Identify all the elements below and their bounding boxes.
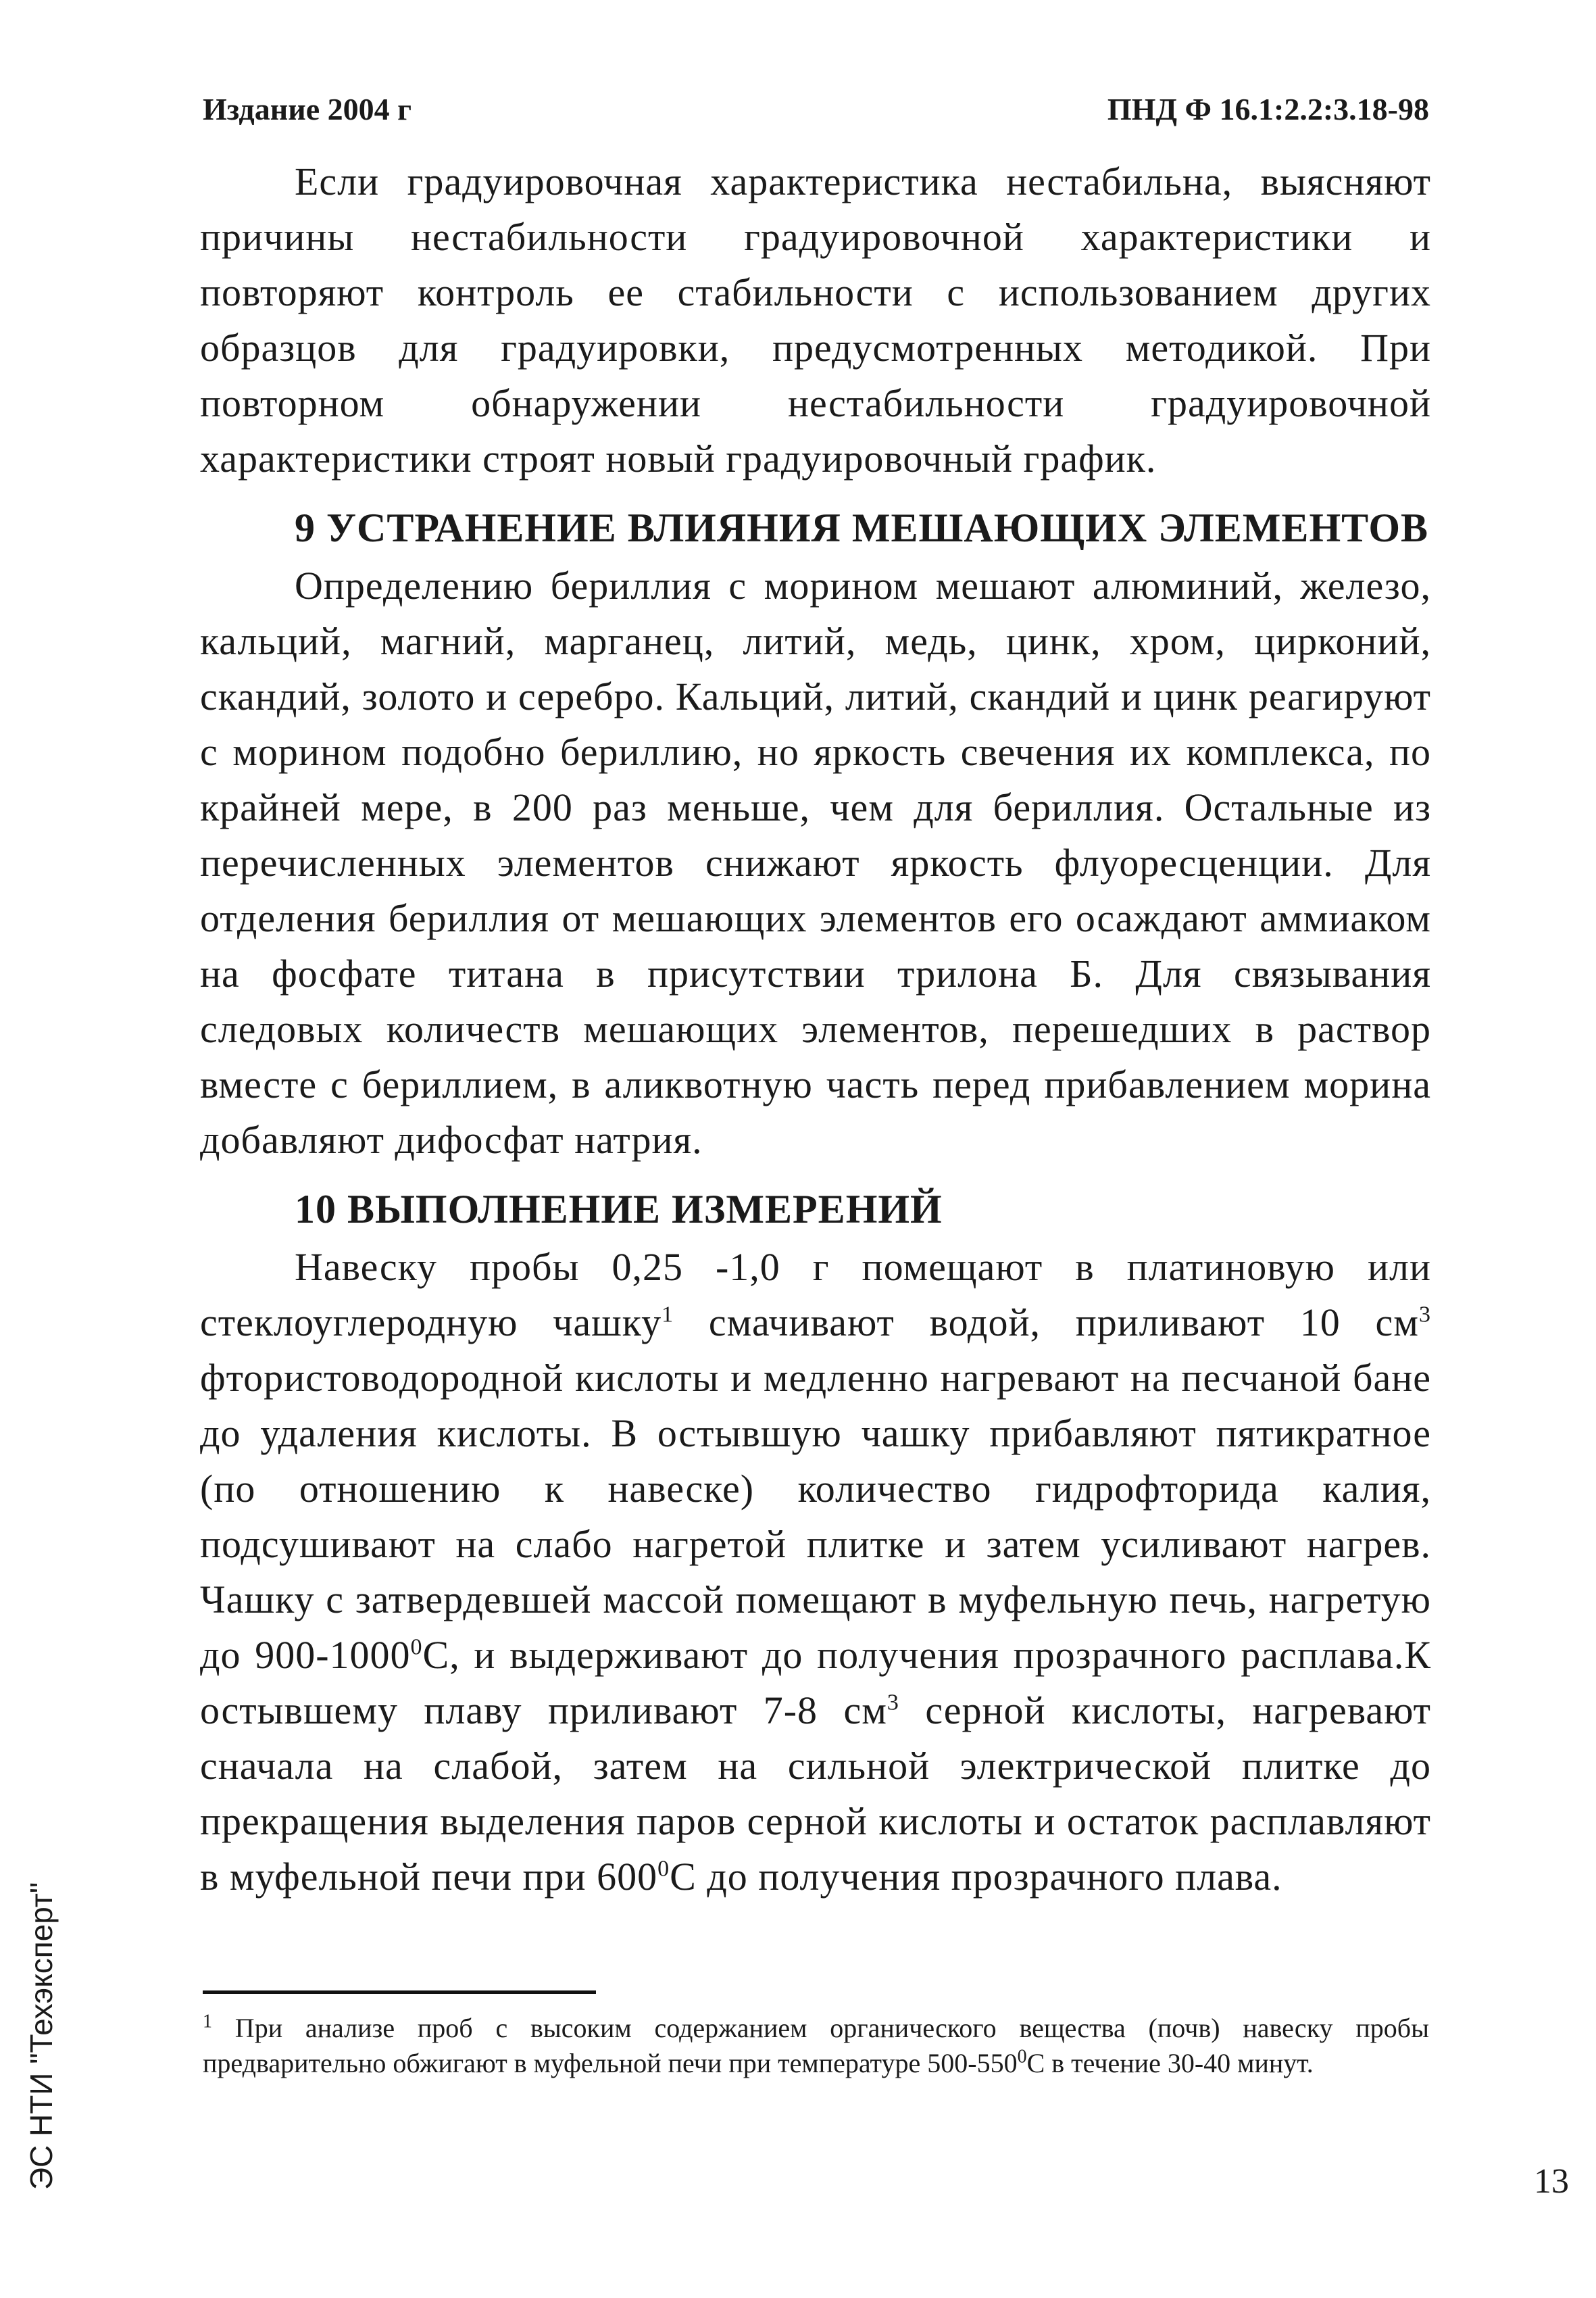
page-body: [200, 154, 1431, 1905]
footnote-text-2: С в течение 30-40 минут.: [1026, 2048, 1314, 2078]
section-9-paragraph: Определению бериллия с морином мешают алюминий, железо, кальций, магний, марганец, литий, медь, цинк, хром, цирконий, скандий, золото и серебро. Кальций, литий, скандий и цинк реагируют с морином подобно бериллию, но яркость свечения их комплекса, по крайней мере, в 200 раз меньше, чем для бериллия. Остальные из перечисленных элементов снижают яркость флуоресценции. Для отделения бериллия от мешающих элементов его осаждают аммиаком на фосфате титана в присутствии трилона Б. Для связывания следовых количеств мешающих элементов, перешедших в раствор вместе с бериллием, в аликвотную часть перед прибавлением морина добавляют дифосфат натрия.: [200, 564, 1431, 1162]
document-code: ПНД Ф 16.1:2.2:3.18-98: [1107, 92, 1429, 126]
footnote: [203, 2011, 1429, 2081]
section-10-text-2: смачивают водой, приливают 10 см: [674, 1300, 1420, 1344]
section-10-text-6: С до получения прозрачного плава.: [670, 1855, 1282, 1899]
section-9-heading: 9 УСТРАНЕНИЕ ВЛИЯНИЯ МЕШАЮЩИХ ЭЛЕМЕНТОВ: [295, 506, 1429, 550]
footnote-text-1: При анализе проб с высоким содержанием органического вещества (почв) навеску пробы предварительно обжигают в муфельной печи при температуре 500-550: [203, 2013, 1429, 2078]
page-number: 13: [1534, 2162, 1569, 2201]
section-10-text-4: С, и выдерживают до получения прозрачного расплава.К остывшему плаву приливают 7-8 см: [200, 1633, 1432, 1732]
degree-superscript: 0: [410, 1634, 423, 1660]
footnote-mark: 1: [203, 2011, 212, 2032]
section-10-text-3: фтористоводородной кислоты и медленно нагревают на песчаной бане до удаления кислоты. В остывшую чашку прибавляют пятикратное (по отношению к навеске) количество гидрофторида калия, подсушивают на слабо нагретой плитке и затем усиливают нагрев. Чашку с затвердевшей массой помещают в муфельную печь, нагретую до 900-1000: [200, 1356, 1431, 1677]
page-header: [203, 80, 1429, 127]
footnote-reference: 1: [662, 1302, 674, 1327]
side-watermark: ЭС НТИ "Техэксперт": [24, 1882, 59, 2190]
section-10-paragraph: [200, 1240, 1431, 1905]
section-10-heading: 10 ВЫПОЛНЕНИЕ ИЗМЕРЕНИЙ: [295, 1187, 943, 1231]
intro-paragraph: Если градуировочная характеристика нестабильна, выясняют причины нестабильности градуировочной характеристики и повторяют контроль ее стабильности с использованием других образцов для градуировки, предусмотренных методикой. При повторном обнаружении нестабильности градуировочной характеристики строят новый градуировочный график.: [200, 160, 1431, 481]
cubic-superscript: 3: [887, 1690, 899, 1715]
degree-superscript: 0: [657, 1856, 670, 1882]
degree-superscript: 0: [1017, 2046, 1027, 2068]
section-10-text-5: серной кислоты, нагревают сначала на слабой, затем на сильной электрической плитке до прекращения выделения паров серной кислоты и остаток расплавляют в муфельной печи при 600: [200, 1688, 1431, 1899]
section-10-text-1: Навеску пробы 0,25 -1,0 г помещают в платиновую или стеклоуглеродную чашку: [200, 1245, 1431, 1344]
edition-label: Издание 2004 г: [203, 92, 412, 126]
cubic-superscript: 3: [1419, 1302, 1432, 1327]
footnote-divider: [203, 1990, 596, 1994]
